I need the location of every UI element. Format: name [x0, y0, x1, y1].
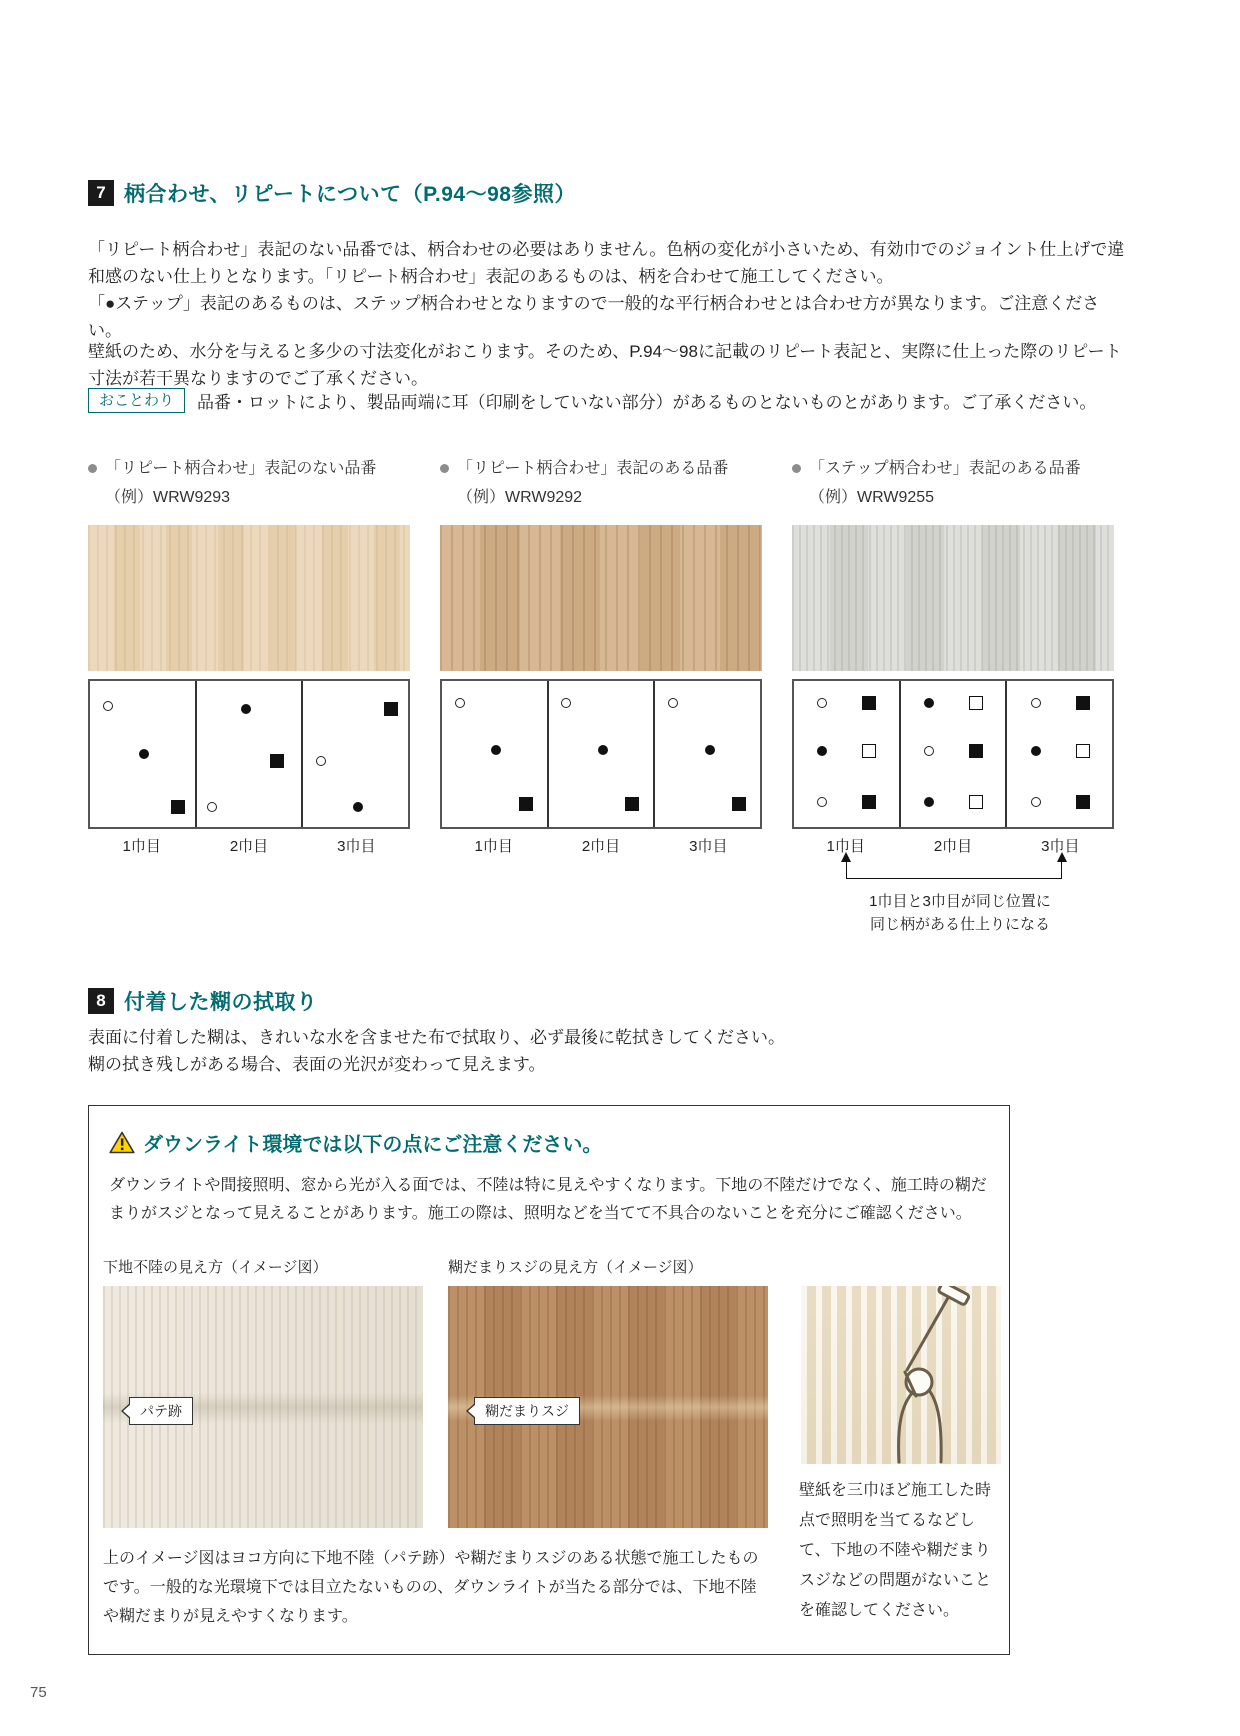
filled-square-mark [862, 696, 876, 710]
width-label: 3巾目 [1041, 838, 1080, 855]
open-circle-mark [316, 756, 326, 766]
filled-circle-mark [241, 704, 251, 714]
width-label: 1巾目 [122, 838, 161, 855]
filled-circle-mark [924, 698, 934, 708]
section7-para2: 「●ステップ」表記のあるものは、ステップ柄合わせとなりますので一般的な平行柄合わせとは合わせ方が異なります。ご注意ください。 [88, 294, 1100, 340]
open-square-mark [969, 696, 983, 710]
diagram-panel [1007, 681, 1112, 827]
wallpaper-sample-beige [88, 525, 410, 671]
filled-circle-mark [924, 797, 934, 807]
section7-para3: 壁紙のため、水分を与えると多少の寸法変化がおこります。そのため、P.94～98に記載のリピート表記と、実際に仕上った際のリピート寸法が若干異なりますのでご了承ください。 [88, 342, 1122, 388]
diagram-panel [794, 681, 901, 827]
figure1-caption: 下地不陸の見え方（イメージ図） [103, 1259, 328, 1276]
filled-square-mark [862, 795, 876, 809]
filled-circle-mark [817, 746, 827, 756]
okotowari-note [88, 388, 1096, 413]
column-label [88, 458, 410, 480]
section8-line1: 表面に付着した糊は、きれいな水を含ませた布で拭取り、必ず最後に乾拭きしてください。 [88, 1028, 785, 1047]
section7-badge: 7 [88, 180, 114, 206]
step-annotation [792, 856, 1114, 952]
glue-streak-callout: 糊だまりスジ [474, 1397, 580, 1425]
section8-line2: 糊の拭き残しがある場合、表面の光沢が変わって見えます。 [88, 1055, 546, 1074]
wallpaper-sample-tan [440, 525, 762, 671]
step-note-line1: 1巾目と3巾目が同じ位置に [869, 893, 1051, 910]
width-label: 3巾目 [689, 838, 728, 855]
step-note [828, 890, 1092, 936]
open-circle-mark [1031, 797, 1041, 807]
filled-square-mark [969, 744, 983, 758]
open-circle-mark [668, 698, 678, 708]
column-label [792, 458, 1114, 480]
diagram-panel [303, 681, 408, 827]
diagram-panel [197, 681, 304, 827]
section7-paragraph-block [88, 236, 1128, 344]
pattern-diagram-repeat [440, 679, 762, 829]
column-label-text: 「ステップ柄合わせ」表記のある品番 [809, 460, 1081, 477]
column-example: （例）WRW9255 [809, 489, 935, 506]
column-label [440, 458, 762, 480]
filled-circle-mark [705, 745, 715, 755]
pattern-diagram-step [792, 679, 1114, 829]
sample-columns [88, 458, 1114, 952]
diagram-panel [442, 681, 549, 827]
open-circle-mark [561, 698, 571, 708]
figure-putty-mark-image [103, 1286, 423, 1528]
open-circle-mark [1031, 698, 1041, 708]
filled-square-mark [384, 702, 398, 716]
filled-square-mark [171, 800, 185, 814]
bullet-icon [88, 464, 97, 473]
width-label-row [88, 835, 410, 856]
filled-square-mark [732, 797, 746, 811]
section7-title: 柄合わせ、リピートについて（P.94～98参照） [124, 183, 576, 206]
okotowari-label: おことわり [88, 388, 185, 413]
filled-square-mark [519, 797, 533, 811]
caution-right-note: 壁紙を三巾ほど施工した時点で照明を当てるなどして、下地の不陸や糊だまりスジなどの問題がないことを確認してください。 [799, 1482, 992, 1619]
diagram-panel [549, 681, 656, 827]
sample-column-repeat [440, 458, 762, 952]
figure-worker-illustration [801, 1286, 1001, 1464]
step-note-line2: 同じ柄がある仕上りになる [869, 916, 1050, 933]
filled-square-mark [270, 754, 284, 768]
column-label-text: 「リピート柄合わせ」表記のない品番 [105, 460, 377, 477]
filled-circle-mark [598, 745, 608, 755]
figure2-caption: 糊だまりスジの見え方（イメージ図） [448, 1259, 703, 1276]
filled-square-mark [1076, 795, 1090, 809]
warning-triangle-icon [109, 1131, 135, 1154]
bullet-icon [792, 464, 801, 473]
open-circle-mark [103, 701, 113, 711]
open-circle-mark [924, 746, 934, 756]
filled-square-mark [1076, 696, 1090, 710]
filled-circle-mark [353, 802, 363, 812]
section8-badge: 8 [88, 988, 114, 1014]
caution-left-note: 上のイメージ図はヨコ方向に下地不陸（パテ跡）や糊だまりスジのある状態で施工したものです。一般的な光環境下では目立たないものの、ダウンライトが当たる部分では、下地不陸や糊だまりが見えやすくなります。 [103, 1550, 759, 1625]
downlight-caution-box [88, 1105, 1010, 1655]
open-circle-mark [207, 802, 217, 812]
caution-heading [109, 1128, 602, 1157]
width-label: 2巾目 [933, 838, 973, 855]
filled-circle-mark [139, 749, 149, 759]
filled-circle-mark [491, 745, 501, 755]
caution-body-text: ダウンライトや間接照明、窓から光が入る面では、不陸は特に見えやすくなります。下地の不陸だけでなく、施工時の糊だまりがスジとなって見えることがあります。施工の際は、照明などを当てて不具合のないことを充分にご確認ください。 [109, 1177, 987, 1222]
sample-column-no-repeat [88, 458, 410, 952]
bullet-icon [440, 464, 449, 473]
section8-paragraph-block [88, 1024, 1128, 1078]
sample-column-step [792, 458, 1114, 952]
section8-header [88, 986, 318, 1016]
okotowari-text: 品番・ロットにより、製品両端に耳（印刷をしていない部分）があるものとないものとがあります。ご了承ください。 [197, 393, 1097, 412]
caution-heading-text: ダウンライト環境では以下の点にご注意ください。 [143, 1134, 603, 1156]
open-square-mark [969, 795, 983, 809]
diagram-panel [655, 681, 760, 827]
column-label-text: 「リピート柄合わせ」表記のある品番 [457, 460, 729, 477]
step-bracket-arrows-icon [846, 862, 1062, 879]
column-example: （例）WRW9292 [457, 489, 583, 506]
width-label: 2巾目 [581, 838, 621, 855]
open-circle-mark [817, 797, 827, 807]
figure-glue-streak-image [448, 1286, 768, 1528]
width-label: 3巾目 [337, 838, 376, 855]
diagram-panel [901, 681, 1008, 827]
wallpaper-sample-gray [792, 525, 1114, 671]
open-square-mark [862, 744, 876, 758]
width-label: 1巾目 [826, 838, 865, 855]
filled-square-mark [625, 797, 639, 811]
section7-para1: 「リピート柄合わせ」表記のない品番では、柄合わせの必要はありません。色柄の変化が小さいため、有効巾でのジョイント仕上げで違和感のない仕上りとなります。「リピート柄合わせ」表記のあるものは、柄を合わせて施工してください。 [88, 240, 1125, 286]
width-label-row [440, 835, 762, 856]
width-label: 1巾目 [474, 838, 513, 855]
page-number: 75 [30, 1684, 47, 1701]
column-example: （例）WRW9293 [105, 489, 231, 506]
putty-mark-callout: パテ跡 [129, 1397, 193, 1425]
pattern-diagram-no-repeat [88, 679, 410, 829]
open-square-mark [1076, 744, 1090, 758]
diagram-panel [90, 681, 197, 827]
open-circle-mark [455, 698, 465, 708]
filled-circle-mark [1031, 746, 1041, 756]
section8-title: 付着した糊の拭取り [124, 991, 318, 1014]
open-circle-mark [817, 698, 827, 708]
worker-roller-illustration-icon [801, 1286, 1001, 1464]
section7-paragraph-block2 [88, 338, 1128, 392]
section7-header [88, 178, 576, 208]
width-label: 2巾目 [229, 838, 269, 855]
